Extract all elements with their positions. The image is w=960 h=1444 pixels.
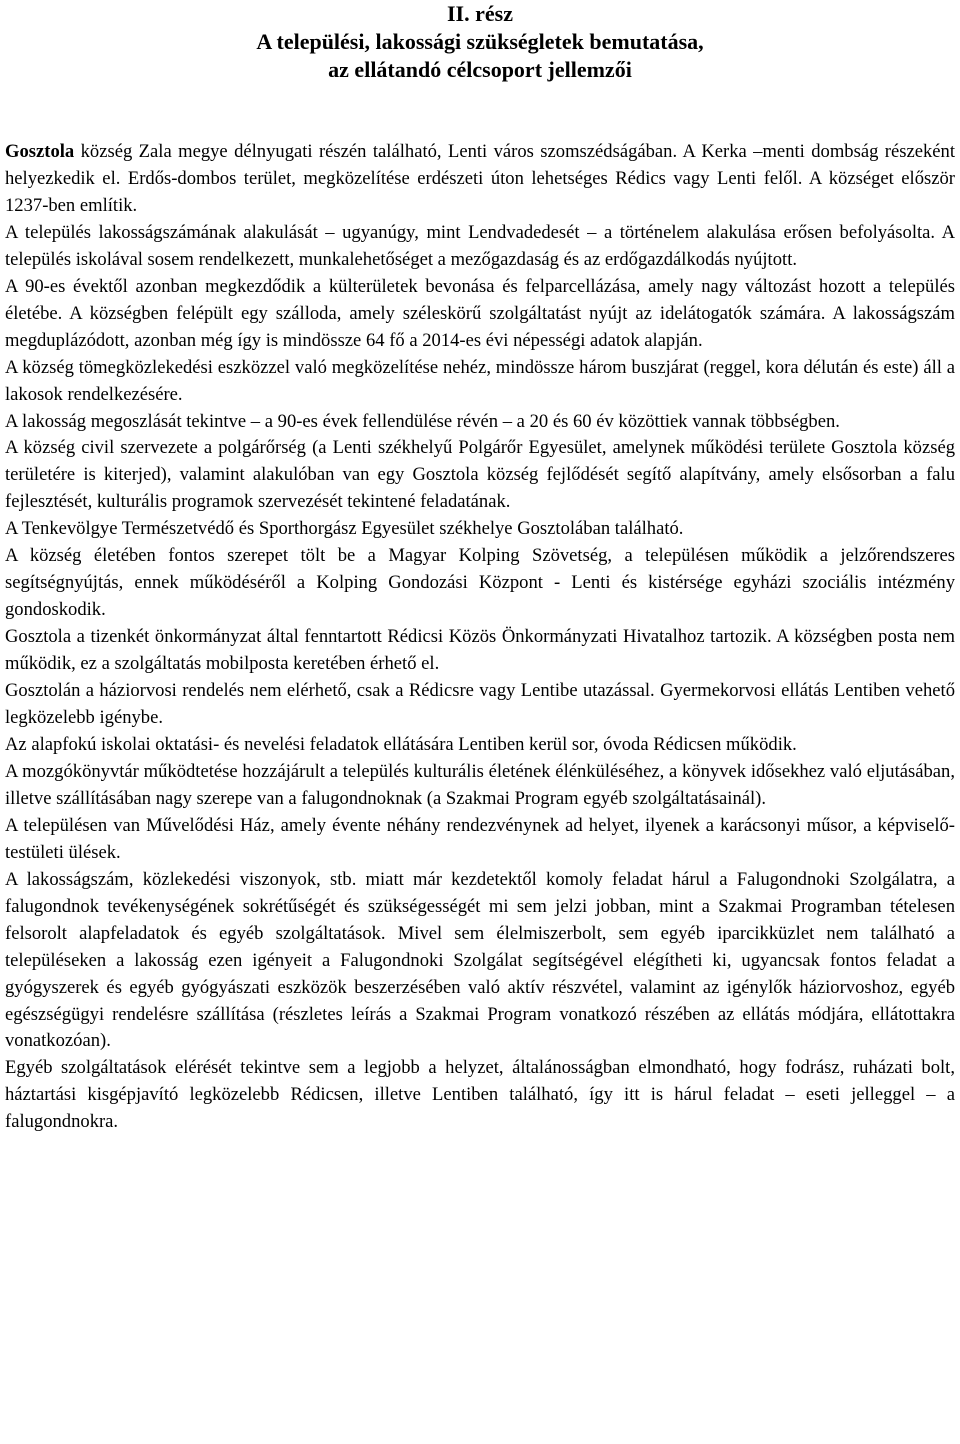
paragraph: A mozgókönyvtár működtetése hozzájárult a település kulturális életének élénküléséhez, a könyvek idősekhez való eljutásában, illetve szállításában nagy szerepe van a falugondnoknak (a Szakmai Program egyéb szolgáltatásainál). bbox=[5, 760, 955, 809]
paragraph: A község civil szervezete a polgárőrség (a Lenti székhelyű Polgárőr Egyesület, amelynek működési területe Gosztola község területére is kiterjed), valamint alakulóban van egy Gosztola község fejlődését segítő alapítvány, amely elsősorban a falu fejlesztését, kulturális programok szervezését tekintené feladatának. bbox=[5, 437, 955, 513]
document-heading bbox=[5, 0, 955, 84]
paragraph: A 90-es évektől azonban megkezdődik a külterületek bevonása és felparcellázása, amely nagy változást hozott a település életébe. A községben felépült egy szálloda, amely széleskörű szolgáltatást nyújt az idelátogatók számára. A lakosságszám megduplázódott, azonban még így is mindössze 64 fő a 2014-es évi népességi adatok alapján. bbox=[5, 275, 955, 351]
paragraph bbox=[5, 139, 955, 220]
paragraph: A településen van Művelődési Ház, amely évente néhány rendezvénynek ad helyet, ilyenek a karácsonyi műsor, a képviselő-testületi ülések. bbox=[5, 814, 955, 863]
paragraph: A település lakosságszámának alakulását – ugyanúgy, mint Lendvadedesét – a történelem alakulása erősen befolyásolta. A település iskolával sosem rendelkezett, munkalehetőséget a mezőgazdaság és az erdőgazdálkodás nyújtott. bbox=[5, 221, 955, 270]
paragraph: A község életében fontos szerepet tölt be a Magyar Kolping Szövetség, a településen működik a jelzőrendszeres segítségnyújtás, ennek működéséről a Kolping Gondozási Központ - Lenti és kistérsége egyházi szociális intézmény gondoskodik. bbox=[5, 545, 955, 621]
paragraph: Az alapfokú iskolai oktatási- és nevelési feladatok ellátására Lentiben kerül sor, óvoda Rédicsen működik. bbox=[5, 733, 797, 755]
section-title-line2: az ellátandó célcsoport jellemzői bbox=[328, 57, 632, 82]
paragraph: Gosztolán a háziorvosi rendelés nem elérhető, csak a Rédicsre vagy Lentibe utazással. Gyermekorvosi ellátás Lentiben vehető legközelebb igénybe. bbox=[5, 680, 955, 729]
paragraph-lead-word: Gosztola bbox=[5, 141, 75, 162]
paragraph: Gosztola a tizenkét önkormányzat által fenntartott Rédicsi Közös Önkormányzati Hivatalhoz tartozik. A községben posta nem működik, ez a szolgáltatás mobilposta keretében érhető el. bbox=[5, 626, 955, 675]
paragraph: A község tömegközlekedési eszközzel való megközelítése nehéz, mindössze három buszjárat (reggel, kora délután és este) áll a lakosok rendelkezésére. bbox=[5, 356, 955, 405]
paragraph: A lakosság megoszlását tekintve – a 90-es évek fellendülése révén – a 20 és 60 év közöttiek vannak többségben. bbox=[5, 410, 840, 432]
paragraph: Egyéb szolgáltatások elérését tekintve sem a legjobb a helyzet, általánosságban elmondható, hogy fodrász, ruházati bolt, háztartási kisgépjavító legközelebb Rédicsen, illetve Lentiben található, így itt is hárul feladat – eseti jelleggel – a falugondnokra. bbox=[5, 1057, 955, 1133]
paragraph: A Tenkevölgye Természetvédő és Sporthorgász Egyesület székhelye Gosztolában található. bbox=[5, 518, 684, 540]
paragraph: A lakosságszám, közlekedési viszonyok, stb. miatt már kezdetektől komoly feladat hárul a Falugondnoki Szolgálatra, a falugondnok tevékenységének sokrétűségét és szükségességét mi sem jelzi jobban, mint a Szakmai Programban tételesen felsorolt alapfeladatok és egyéb szolgáltatások. Mivel sem élelmiszerbolt, sem egyéb iparcikküzlet nem található a településeken a lakosság ezen igényeit a Falugondnoki Szolgálat segítségével elégítheti ki, ugyancsak fontos feladat a gyógyszerek és egyéb gyógyászati eszközök beszerzésében való aktív részvétel, valamint az igénylők háziorvoshoz, egyéb egészségügyi rendelésre szállítása (részletes leírás a Szakmai Program vonatkozó részében az ellátás módjára, ellátottakra vonatkozóan). bbox=[5, 868, 955, 1052]
paragraph-text: község Zala megye délnyugati részén található, Lenti város szomszédságában. A Kerka –menti dombság részeként helyezkedik el. Erdős-dombos terület, megközelítése erdészeti úton lehetséges Rédics vagy Lenti felől. A községet először 1237-ben említik. bbox=[5, 141, 955, 216]
part-title: II. rész bbox=[447, 1, 513, 26]
section-title-line1: A települési, lakossági szükségletek bemutatása, bbox=[256, 29, 704, 54]
document-body bbox=[5, 139, 955, 1136]
